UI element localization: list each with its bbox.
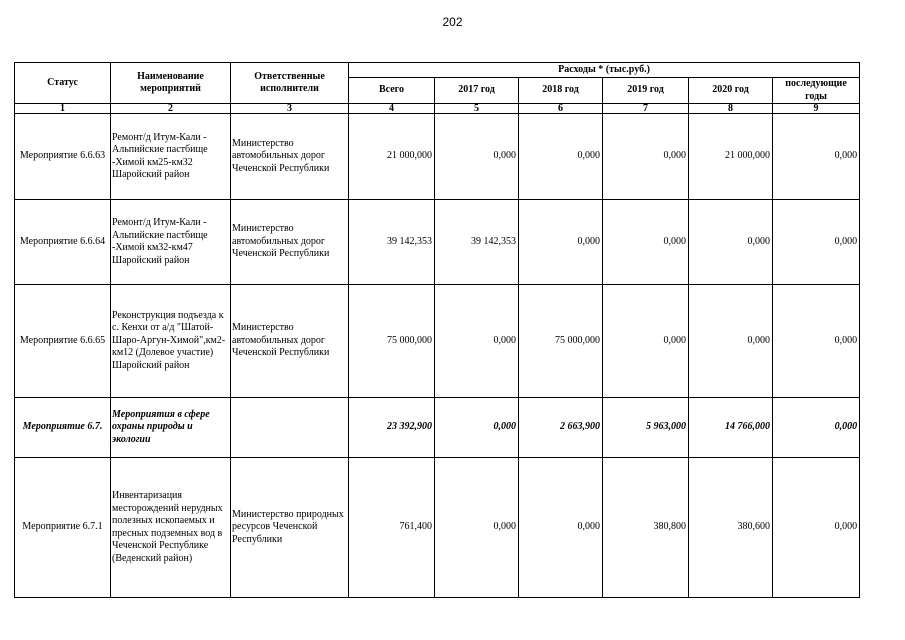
row-2020: 0,000 [689,200,773,285]
header-name: Наименование мероприятий [111,63,231,104]
row-2017: 0,000 [435,114,519,200]
column-number: 7 [603,104,689,114]
row-2017: 0,000 [435,285,519,398]
row-2018: 0,000 [519,114,603,200]
row-executor: Министерство природных ресурсов Чеченской Республики [231,458,349,598]
row-later: 0,000 [773,114,860,200]
header-2017: 2017 год [435,78,519,104]
row-executor: Министерство автомобильных дорог Чеченской Республики [231,114,349,200]
row-2019: 380,800 [603,458,689,598]
row-later: 0,000 [773,458,860,598]
row-2020: 14 766,000 [689,398,773,458]
row-name: Мероприятия в сфере охраны природы и экологии [111,398,231,458]
row-executor [231,398,349,458]
row-2017: 0,000 [435,458,519,598]
row-later: 0,000 [773,398,860,458]
row-executor: Министерство автомобильных дорог Чеченской Республики [231,200,349,285]
column-number: 3 [231,104,349,114]
row-name: Инвентаризация месторождений нерудных полезных ископаемых и пресных подземных вод в Чеченской Республике (Веденский район) [111,458,231,598]
row-name: Реконструкция подъезда к с. Кенхи от а/д "Шатой-Шаро-Аргун-Химой",км2-км12 (Долевое участие) Шаройский район [111,285,231,398]
row-status: Мероприятие 6.6.64 [15,200,111,285]
table-row [15,200,860,285]
row-2019: 0,000 [603,114,689,200]
row-total: 21 000,000 [349,114,435,200]
row-2018: 0,000 [519,458,603,598]
row-status: Мероприятие 6.7. [15,398,111,458]
table-row [15,398,860,458]
column-number: 5 [435,104,519,114]
row-2019: 5 963,000 [603,398,689,458]
expenses-table [14,62,860,598]
header-2018: 2018 год [519,78,603,104]
table-row [15,285,860,398]
page-number: 202 [442,15,463,29]
row-2017: 0,000 [435,398,519,458]
column-number: 2 [111,104,231,114]
row-2020: 21 000,000 [689,114,773,200]
header-executors: Ответственные исполнители [231,63,349,104]
row-status: Мероприятие 6.6.65 [15,285,111,398]
row-2019: 0,000 [603,285,689,398]
row-total: 75 000,000 [349,285,435,398]
row-name: Ремонт/д Итум-Кали - Альпийские пастбище -Химой км32-км47 Шаройский район [111,200,231,285]
column-number: 1 [15,104,111,114]
header-2019: 2019 год [603,78,689,104]
row-later: 0,000 [773,200,860,285]
row-status: Мероприятие 6.7.1 [15,458,111,598]
row-total: 39 142,353 [349,200,435,285]
row-2018: 0,000 [519,200,603,285]
row-2017: 39 142,353 [435,200,519,285]
row-name: Ремонт/д Итум-Кали - Альпийские пастбище -Химой км25-км32 Шаройский район [111,114,231,200]
header-expenses: Расходы * (тыс.руб.) [349,63,860,78]
row-total: 23 392,900 [349,398,435,458]
row-2020: 0,000 [689,285,773,398]
row-2020: 380,600 [689,458,773,598]
column-number: 8 [689,104,773,114]
row-later: 0,000 [773,285,860,398]
row-status: Мероприятие 6.6.63 [15,114,111,200]
header-status: Статус [15,63,111,104]
header-2020: 2020 год [689,78,773,104]
row-2019: 0,000 [603,200,689,285]
row-2018: 2 663,900 [519,398,603,458]
column-number: 6 [519,104,603,114]
row-2018: 75 000,000 [519,285,603,398]
column-number: 9 [773,104,860,114]
column-number: 4 [349,104,435,114]
table-row [15,458,860,598]
table-row [15,114,860,200]
row-total: 761,400 [349,458,435,598]
row-executor: Министерство автомобильных дорог Чеченской Республики [231,285,349,398]
header-total: Всего [349,78,435,104]
header-later: последующие годы [773,78,860,104]
